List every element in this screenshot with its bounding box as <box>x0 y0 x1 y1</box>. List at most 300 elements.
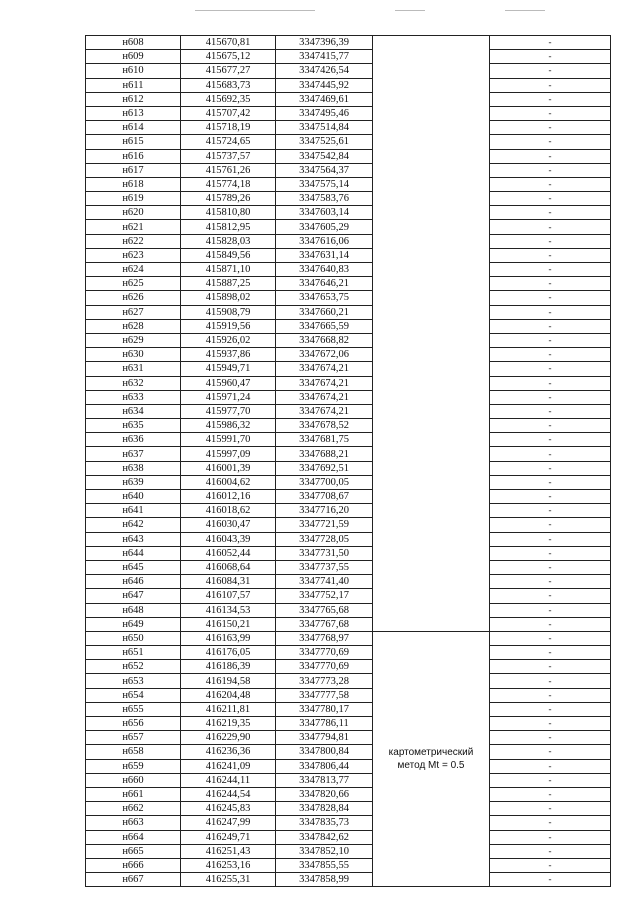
x-coordinate-cell: 416176,05 <box>181 646 276 660</box>
point-name-cell: н609 <box>86 50 181 64</box>
point-name-cell: н610 <box>86 64 181 78</box>
y-coordinate-cell: 3347583,76 <box>276 192 373 206</box>
x-coordinate-cell: 415737,57 <box>181 149 276 163</box>
x-coordinate-cell: 416107,57 <box>181 589 276 603</box>
y-coordinate-cell: 3347820,66 <box>276 787 373 801</box>
x-coordinate-cell: 416253,16 <box>181 858 276 872</box>
y-coordinate-cell: 3347605,29 <box>276 220 373 234</box>
point-name-cell: н612 <box>86 92 181 106</box>
y-coordinate-cell: 3347800,84 <box>276 745 373 759</box>
y-coordinate-cell: 3347396,39 <box>276 36 373 50</box>
y-coordinate-cell: 3347780,17 <box>276 702 373 716</box>
dash-cell: - <box>490 263 611 277</box>
y-coordinate-cell: 3347445,92 <box>276 78 373 92</box>
y-coordinate-cell: 3347415,77 <box>276 50 373 64</box>
x-coordinate-cell: 416004,62 <box>181 475 276 489</box>
y-coordinate-cell: 3347681,75 <box>276 433 373 447</box>
dash-cell: - <box>490 64 611 78</box>
table-row <box>86 546 611 560</box>
point-name-cell: н625 <box>86 277 181 291</box>
point-name-cell: н615 <box>86 135 181 149</box>
dash-cell: - <box>490 305 611 319</box>
coordinates-table <box>85 35 611 887</box>
y-coordinate-cell: 3347855,55 <box>276 858 373 872</box>
dash-cell: - <box>490 277 611 291</box>
y-coordinate-cell: 3347728,05 <box>276 532 373 546</box>
point-name-cell: н649 <box>86 617 181 631</box>
x-coordinate-cell: 415849,56 <box>181 248 276 262</box>
x-coordinate-cell: 415810,80 <box>181 206 276 220</box>
y-coordinate-cell: 3347741,40 <box>276 575 373 589</box>
table-row <box>86 560 611 574</box>
point-name-cell: н634 <box>86 404 181 418</box>
dash-cell: - <box>490 674 611 688</box>
dash-cell: - <box>490 631 611 645</box>
dash-cell: - <box>490 660 611 674</box>
point-name-cell: н642 <box>86 518 181 532</box>
x-coordinate-cell: 415977,70 <box>181 404 276 418</box>
dash-cell: - <box>490 447 611 461</box>
y-coordinate-cell: 3347767,68 <box>276 617 373 631</box>
table-row <box>86 362 611 376</box>
y-coordinate-cell: 3347770,69 <box>276 646 373 660</box>
dash-cell: - <box>490 163 611 177</box>
x-coordinate-cell: 416211,81 <box>181 702 276 716</box>
y-coordinate-cell: 3347708,67 <box>276 490 373 504</box>
dash-cell: - <box>490 546 611 560</box>
dash-cell: - <box>490 504 611 518</box>
point-name-cell: н632 <box>86 376 181 390</box>
table-row <box>86 504 611 518</box>
y-coordinate-cell: 3347674,21 <box>276 362 373 376</box>
scan-header-artifact <box>95 6 595 18</box>
table-row <box>86 773 611 787</box>
coordinates-table-body <box>86 36 611 887</box>
x-coordinate-cell: 416244,54 <box>181 787 276 801</box>
dash-cell: - <box>490 362 611 376</box>
point-name-cell: н658 <box>86 745 181 759</box>
point-name-cell: н651 <box>86 646 181 660</box>
y-coordinate-cell: 3347514,84 <box>276 121 373 135</box>
x-coordinate-cell: 416052,44 <box>181 546 276 560</box>
y-coordinate-cell: 3347575,14 <box>276 177 373 191</box>
dash-cell: - <box>490 419 611 433</box>
dash-cell: - <box>490 36 611 50</box>
table-row <box>86 106 611 120</box>
table-row <box>86 532 611 546</box>
dash-cell: - <box>490 589 611 603</box>
x-coordinate-cell: 415997,09 <box>181 447 276 461</box>
point-name-cell: н655 <box>86 702 181 716</box>
point-name-cell: н648 <box>86 603 181 617</box>
point-name-cell: н645 <box>86 560 181 574</box>
point-name-cell: н659 <box>86 759 181 773</box>
table-row <box>86 646 611 660</box>
table-row <box>86 858 611 872</box>
table-row <box>86 745 611 759</box>
point-name-cell: н638 <box>86 461 181 475</box>
dash-cell: - <box>490 702 611 716</box>
table-row <box>86 404 611 418</box>
dash-cell: - <box>490 787 611 801</box>
y-coordinate-cell: 3347858,99 <box>276 873 373 887</box>
point-name-cell: н663 <box>86 816 181 830</box>
point-name-cell: н630 <box>86 348 181 362</box>
table-row <box>86 376 611 390</box>
y-coordinate-cell: 3347773,28 <box>276 674 373 688</box>
point-name-cell: н641 <box>86 504 181 518</box>
table-row <box>86 36 611 50</box>
y-coordinate-cell: 3347765,68 <box>276 603 373 617</box>
x-coordinate-cell: 416186,39 <box>181 660 276 674</box>
point-name-cell: н633 <box>86 390 181 404</box>
x-coordinate-cell: 415926,02 <box>181 333 276 347</box>
dash-cell: - <box>490 475 611 489</box>
x-coordinate-cell: 415683,73 <box>181 78 276 92</box>
y-coordinate-cell: 3347646,21 <box>276 277 373 291</box>
table-row <box>86 149 611 163</box>
y-coordinate-cell: 3347603,14 <box>276 206 373 220</box>
table-row <box>86 490 611 504</box>
dash-cell: - <box>490 149 611 163</box>
x-coordinate-cell: 415871,10 <box>181 263 276 277</box>
point-name-cell: н662 <box>86 802 181 816</box>
dash-cell: - <box>490 390 611 404</box>
table-row <box>86 248 611 262</box>
table-row <box>86 787 611 801</box>
point-name-cell: н653 <box>86 674 181 688</box>
y-coordinate-cell: 3347525,61 <box>276 135 373 149</box>
table-row <box>86 78 611 92</box>
x-coordinate-cell: 415761,26 <box>181 163 276 177</box>
y-coordinate-cell: 3347794,81 <box>276 731 373 745</box>
point-name-cell: н635 <box>86 419 181 433</box>
x-coordinate-cell: 416241,09 <box>181 759 276 773</box>
y-coordinate-cell: 3347737,55 <box>276 560 373 574</box>
dash-cell: - <box>490 802 611 816</box>
dash-cell: - <box>490 646 611 660</box>
y-coordinate-cell: 3347665,59 <box>276 319 373 333</box>
dash-cell: - <box>490 291 611 305</box>
dash-cell: - <box>490 844 611 858</box>
x-coordinate-cell: 415677,27 <box>181 64 276 78</box>
y-coordinate-cell: 3347653,75 <box>276 291 373 305</box>
point-name-cell: н640 <box>86 490 181 504</box>
point-name-cell: н657 <box>86 731 181 745</box>
dash-cell: - <box>490 333 611 347</box>
x-coordinate-cell: 415960,47 <box>181 376 276 390</box>
x-coordinate-cell: 415919,56 <box>181 319 276 333</box>
x-coordinate-cell: 415774,18 <box>181 177 276 191</box>
table-row <box>86 731 611 745</box>
table-row <box>86 291 611 305</box>
point-name-cell: н611 <box>86 78 181 92</box>
x-coordinate-cell: 415898,02 <box>181 291 276 305</box>
table-row <box>86 617 611 631</box>
x-coordinate-cell: 416084,31 <box>181 575 276 589</box>
table-row <box>86 688 611 702</box>
x-coordinate-cell: 415692,35 <box>181 92 276 106</box>
y-coordinate-cell: 3347835,73 <box>276 816 373 830</box>
x-coordinate-cell: 415718,19 <box>181 121 276 135</box>
x-coordinate-cell: 416249,71 <box>181 830 276 844</box>
point-name-cell: н628 <box>86 319 181 333</box>
x-coordinate-cell: 416001,39 <box>181 461 276 475</box>
x-coordinate-cell: 416150,21 <box>181 617 276 631</box>
point-name-cell: н637 <box>86 447 181 461</box>
dash-cell: - <box>490 192 611 206</box>
dash-cell: - <box>490 603 611 617</box>
dash-cell: - <box>490 816 611 830</box>
x-coordinate-cell: 415707,42 <box>181 106 276 120</box>
y-coordinate-cell: 3347786,11 <box>276 717 373 731</box>
table-row <box>86 192 611 206</box>
method-label-line1: картометрический <box>388 747 474 759</box>
dash-cell: - <box>490 532 611 546</box>
y-coordinate-cell: 3347426,54 <box>276 64 373 78</box>
point-name-cell: н647 <box>86 589 181 603</box>
y-coordinate-cell: 3347813,77 <box>276 773 373 787</box>
x-coordinate-cell: 415991,70 <box>181 433 276 447</box>
table-row <box>86 319 611 333</box>
dash-cell: - <box>490 830 611 844</box>
table-row <box>86 674 611 688</box>
dash-cell: - <box>490 759 611 773</box>
dash-cell: - <box>490 177 611 191</box>
y-coordinate-cell: 3347721,59 <box>276 518 373 532</box>
y-coordinate-cell: 3347616,06 <box>276 234 373 248</box>
x-coordinate-cell: 416204,48 <box>181 688 276 702</box>
dash-cell: - <box>490 731 611 745</box>
dash-cell: - <box>490 78 611 92</box>
dash-cell: - <box>490 617 611 631</box>
point-name-cell: н660 <box>86 773 181 787</box>
x-coordinate-cell: 415724,65 <box>181 135 276 149</box>
x-coordinate-cell: 415828,03 <box>181 234 276 248</box>
y-coordinate-cell: 3347692,51 <box>276 461 373 475</box>
y-coordinate-cell: 3347542,84 <box>276 149 373 163</box>
point-name-cell: н622 <box>86 234 181 248</box>
table-row <box>86 461 611 475</box>
point-name-cell: н614 <box>86 121 181 135</box>
x-coordinate-cell: 415986,32 <box>181 419 276 433</box>
point-name-cell: н618 <box>86 177 181 191</box>
y-coordinate-cell: 3347688,21 <box>276 447 373 461</box>
table-row <box>86 575 611 589</box>
dash-cell: - <box>490 404 611 418</box>
y-coordinate-cell: 3347700,05 <box>276 475 373 489</box>
x-coordinate-cell: 415675,12 <box>181 50 276 64</box>
table-row <box>86 177 611 191</box>
x-coordinate-cell: 416247,99 <box>181 816 276 830</box>
table-row <box>86 92 611 106</box>
dash-cell: - <box>490 858 611 872</box>
y-coordinate-cell: 3347752,17 <box>276 589 373 603</box>
y-coordinate-cell: 3347842,62 <box>276 830 373 844</box>
x-coordinate-cell: 416043,39 <box>181 532 276 546</box>
table-row <box>86 433 611 447</box>
x-coordinate-cell: 416236,36 <box>181 745 276 759</box>
table-row <box>86 390 611 404</box>
dash-cell: - <box>490 220 611 234</box>
y-coordinate-cell: 3347631,14 <box>276 248 373 262</box>
y-coordinate-cell: 3347672,06 <box>276 348 373 362</box>
x-coordinate-cell: 415789,26 <box>181 192 276 206</box>
x-coordinate-cell: 415812,95 <box>181 220 276 234</box>
dash-cell: - <box>490 688 611 702</box>
x-coordinate-cell: 415937,86 <box>181 348 276 362</box>
point-name-cell: н656 <box>86 717 181 731</box>
table-row <box>86 419 611 433</box>
dash-cell: - <box>490 348 611 362</box>
point-name-cell: н639 <box>86 475 181 489</box>
x-coordinate-cell: 416251,43 <box>181 844 276 858</box>
dash-cell: - <box>490 575 611 589</box>
method-label-line2: метод Mt = 0.5 <box>397 760 465 772</box>
dash-cell: - <box>490 773 611 787</box>
x-coordinate-cell: 416030,47 <box>181 518 276 532</box>
point-name-cell: н654 <box>86 688 181 702</box>
y-coordinate-cell: 3347564,37 <box>276 163 373 177</box>
table-row <box>86 163 611 177</box>
point-name-cell: н616 <box>86 149 181 163</box>
point-name-cell: н620 <box>86 206 181 220</box>
table-row <box>86 802 611 816</box>
dash-cell: - <box>490 745 611 759</box>
table-row <box>86 64 611 78</box>
dash-cell: - <box>490 92 611 106</box>
table-row <box>86 475 611 489</box>
x-coordinate-cell: 416068,64 <box>181 560 276 574</box>
dash-cell: - <box>490 717 611 731</box>
point-name-cell: н667 <box>86 873 181 887</box>
y-coordinate-cell: 3347806,44 <box>276 759 373 773</box>
point-name-cell: н664 <box>86 830 181 844</box>
y-coordinate-cell: 3347852,10 <box>276 844 373 858</box>
point-name-cell: н644 <box>86 546 181 560</box>
x-coordinate-cell: 416245,83 <box>181 802 276 816</box>
y-coordinate-cell: 3347770,69 <box>276 660 373 674</box>
table-row <box>86 50 611 64</box>
point-name-cell: н626 <box>86 291 181 305</box>
point-name-cell: н636 <box>86 433 181 447</box>
dash-cell: - <box>490 560 611 574</box>
y-coordinate-cell: 3347828,84 <box>276 802 373 816</box>
dash-cell: - <box>490 106 611 120</box>
y-coordinate-cell: 3347674,21 <box>276 404 373 418</box>
point-name-cell: н623 <box>86 248 181 262</box>
table-row <box>86 830 611 844</box>
y-coordinate-cell: 3347731,50 <box>276 546 373 560</box>
table-row <box>86 518 611 532</box>
y-coordinate-cell: 3347660,21 <box>276 305 373 319</box>
x-coordinate-cell: 416134,53 <box>181 603 276 617</box>
table-row <box>86 844 611 858</box>
dash-cell: - <box>490 461 611 475</box>
y-coordinate-cell: 3347716,20 <box>276 504 373 518</box>
table-row <box>86 277 611 291</box>
dash-cell: - <box>490 490 611 504</box>
dash-cell: - <box>490 433 611 447</box>
table-row <box>86 220 611 234</box>
y-coordinate-cell: 3347640,83 <box>276 263 373 277</box>
table-row <box>86 631 611 645</box>
dash-cell: - <box>490 206 611 220</box>
x-coordinate-cell: 415971,24 <box>181 390 276 404</box>
x-coordinate-cell: 416194,58 <box>181 674 276 688</box>
table-row <box>86 333 611 347</box>
point-name-cell: н661 <box>86 787 181 801</box>
table-row <box>86 348 611 362</box>
method-cell <box>373 631 490 886</box>
dash-cell: - <box>490 135 611 149</box>
x-coordinate-cell: 416018,62 <box>181 504 276 518</box>
y-coordinate-cell: 3347777,58 <box>276 688 373 702</box>
method-cell-empty <box>373 36 490 632</box>
table-row <box>86 873 611 887</box>
x-coordinate-cell: 416255,31 <box>181 873 276 887</box>
point-name-cell: н624 <box>86 263 181 277</box>
point-name-cell: н665 <box>86 844 181 858</box>
x-coordinate-cell: 416163,99 <box>181 631 276 645</box>
point-name-cell: н631 <box>86 362 181 376</box>
table-row <box>86 135 611 149</box>
point-name-cell: н608 <box>86 36 181 50</box>
x-coordinate-cell: 415887,25 <box>181 277 276 291</box>
table-row <box>86 660 611 674</box>
table-row <box>86 206 611 220</box>
point-name-cell: н650 <box>86 631 181 645</box>
y-coordinate-cell: 3347674,21 <box>276 376 373 390</box>
x-coordinate-cell: 415908,79 <box>181 305 276 319</box>
table-row <box>86 121 611 135</box>
x-coordinate-cell: 415670,81 <box>181 36 276 50</box>
y-coordinate-cell: 3347469,61 <box>276 92 373 106</box>
point-name-cell: н643 <box>86 532 181 546</box>
dash-cell: - <box>490 234 611 248</box>
point-name-cell: н619 <box>86 192 181 206</box>
point-name-cell: н652 <box>86 660 181 674</box>
x-coordinate-cell: 416012,16 <box>181 490 276 504</box>
point-name-cell: н621 <box>86 220 181 234</box>
x-coordinate-cell: 416229,90 <box>181 731 276 745</box>
x-coordinate-cell: 415949,71 <box>181 362 276 376</box>
table-row <box>86 759 611 773</box>
point-name-cell: н629 <box>86 333 181 347</box>
y-coordinate-cell: 3347674,21 <box>276 390 373 404</box>
point-name-cell: н617 <box>86 163 181 177</box>
dash-cell: - <box>490 50 611 64</box>
table-row <box>86 305 611 319</box>
y-coordinate-cell: 3347678,52 <box>276 419 373 433</box>
table-row <box>86 447 611 461</box>
table-row <box>86 603 611 617</box>
point-name-cell: н613 <box>86 106 181 120</box>
dash-cell: - <box>490 319 611 333</box>
y-coordinate-cell: 3347668,82 <box>276 333 373 347</box>
x-coordinate-cell: 416219,35 <box>181 717 276 731</box>
table-row <box>86 717 611 731</box>
table-row <box>86 589 611 603</box>
dash-cell: - <box>490 376 611 390</box>
x-coordinate-cell: 416244,11 <box>181 773 276 787</box>
table-row <box>86 263 611 277</box>
point-name-cell: н666 <box>86 858 181 872</box>
table-row <box>86 702 611 716</box>
dash-cell: - <box>490 248 611 262</box>
point-name-cell: н646 <box>86 575 181 589</box>
dash-cell: - <box>490 121 611 135</box>
